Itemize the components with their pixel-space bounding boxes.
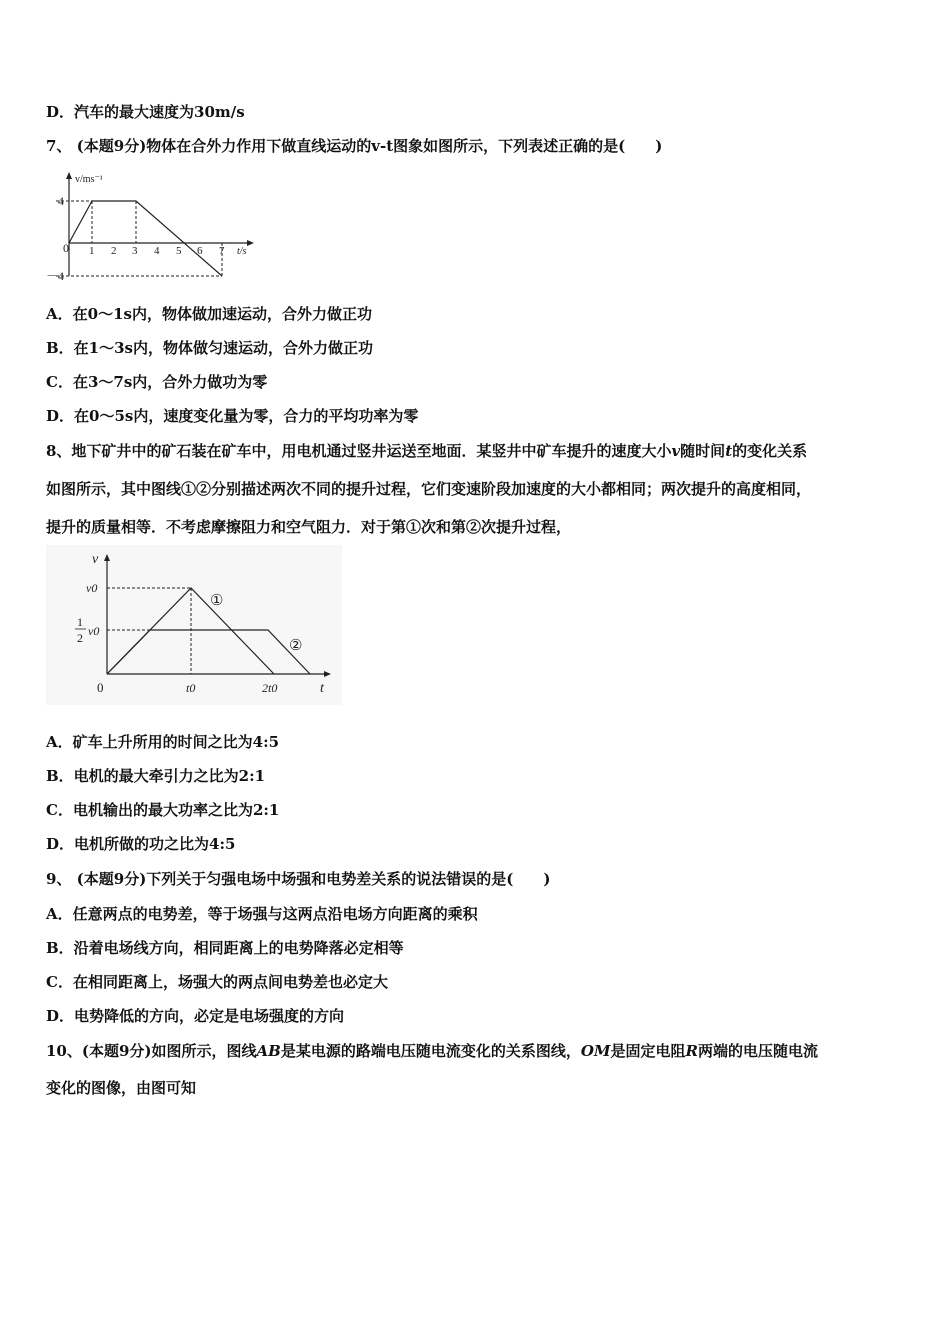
q9-option-d: D．电势降低的方向，必定是电场强度的方向 (46, 1007, 345, 1025)
q8-option-b: B．电机的最大牵引力之比为2:1 (46, 767, 266, 785)
q8-stem-line-2: 如图所示，其中图线①②分别描述两次不同的提升过程，它们变速阶段加速度的大小都相同；两次提升的高度相同， (46, 480, 812, 498)
q8-ylabel: v (92, 552, 99, 567)
q8-stem-line-1 (46, 441, 807, 461)
q8-label-v0: v0 (86, 581, 98, 595)
q8-stem-l1-t: t (725, 442, 733, 460)
q7-xtick-3: 3 (132, 245, 138, 257)
q7-option-d: D．在0～5s内，速度变化量为零，合力的平均功率为零 (46, 407, 419, 425)
q7-xtick-7: 7 (219, 245, 225, 257)
q8-stem-l1-v: v (671, 442, 681, 460)
q10-stem-b: 是某电源的路端电压随电流变化的关系图线， (280, 1042, 581, 1060)
q10-stem-om: OM (580, 1042, 611, 1060)
q9-option-b: B．沿着电场线方向，相同距离上的电势降落必定相等 (46, 939, 404, 957)
q8-curve-1-label: ① (210, 593, 224, 609)
q8-stem-l1-b: 随时间 (680, 442, 726, 460)
q7-option-c: C．在3～7s内，合外力做功为零 (46, 373, 268, 391)
q8-stem-line-3: 提升的质量相等．不考虑摩擦阻力和空气阻力．对于第①次和第②次提升过程， (46, 518, 572, 536)
q9-option-a: A．任意两点的电势差，等于场强与这两点沿电场方向距离的乘积 (46, 905, 478, 923)
q8-label-t0: t0 (186, 681, 196, 695)
q6-option-d: D．汽车的最大速度为30m/s (46, 103, 245, 121)
q7-stem: 7、 (本题9分)物体在合外力作用下做直线运动的v-t图象如图所示，下列表述正确的是( ) (46, 137, 663, 155)
q8-xlabel: t (320, 681, 324, 696)
q8-curve-2-label: ② (289, 638, 303, 654)
q7-xtick-4: 4 (154, 245, 160, 257)
q7-xtick-6: 6 (197, 245, 203, 257)
q8-vt-graph (46, 545, 342, 705)
q8-label-half-v0: v0 (88, 624, 100, 638)
q7-xtick-1: 1 (89, 245, 95, 257)
q7-ytick-0: 0 (63, 241, 69, 255)
q7-vt-graph (46, 168, 262, 286)
q10-stem-line-1 (46, 1041, 818, 1061)
q7-xtick-2: 2 (111, 245, 117, 257)
q7-xtick-5: 5 (176, 245, 182, 257)
q8-stem-l1-c: 的变化关系 (732, 442, 808, 460)
q9-option-c: C．在相同距离上，场强大的两点间电势差也必定大 (46, 973, 388, 991)
q8-stem-l1-a: 8、地下矿井中的矿石装在矿车中，用电机通过竖井运送至地面．某竖井中矿车提升的速度大小 (46, 442, 672, 460)
q10-stem-ab: AB (256, 1042, 281, 1060)
q7-ytick-neg4: －4 (46, 269, 65, 283)
q8-option-c: C．电机输出的最大功率之比为2:1 (46, 801, 280, 819)
q10-stem-line-2: 变化的图像，由图可知 (46, 1079, 197, 1097)
q8-label-half-num: 1 (77, 615, 83, 629)
q8-label-origin: 0 (97, 680, 104, 695)
q8-label-half-den: 2 (77, 631, 83, 645)
q8-option-d: D．电机所做的功之比为4:5 (46, 835, 236, 853)
q8-label-2t0: 2t0 (262, 681, 278, 695)
q8-option-a: A．矿车上升所用的时间之比为4:5 (46, 733, 280, 751)
q7-x-arrow (247, 240, 254, 246)
q7-y-arrow (66, 172, 72, 179)
q10-stem-c: 是固定电阻 (610, 1042, 686, 1060)
q7-ylabel: v/ms⁻¹ (75, 174, 103, 185)
q9-stem: 9、 (本题9分)下列关于匀强电场中场强和电势差关系的说法错误的是( ) (46, 870, 551, 888)
q7-ytick-4: 4 (58, 194, 64, 208)
q7-xlabel: t/s (237, 246, 247, 257)
q10-stem-a: 10、(本题9分)如图所示，图线 (46, 1042, 257, 1060)
q10-stem-r: R (685, 1042, 699, 1060)
q10-stem-d: 两端的电压随电流 (698, 1042, 819, 1060)
q7-option-a: A．在0～1s内，物体做加速运动，合外力做正功 (46, 305, 372, 323)
q7-option-b: B．在1～3s内，物体做匀速运动，合外力做正功 (46, 339, 373, 357)
